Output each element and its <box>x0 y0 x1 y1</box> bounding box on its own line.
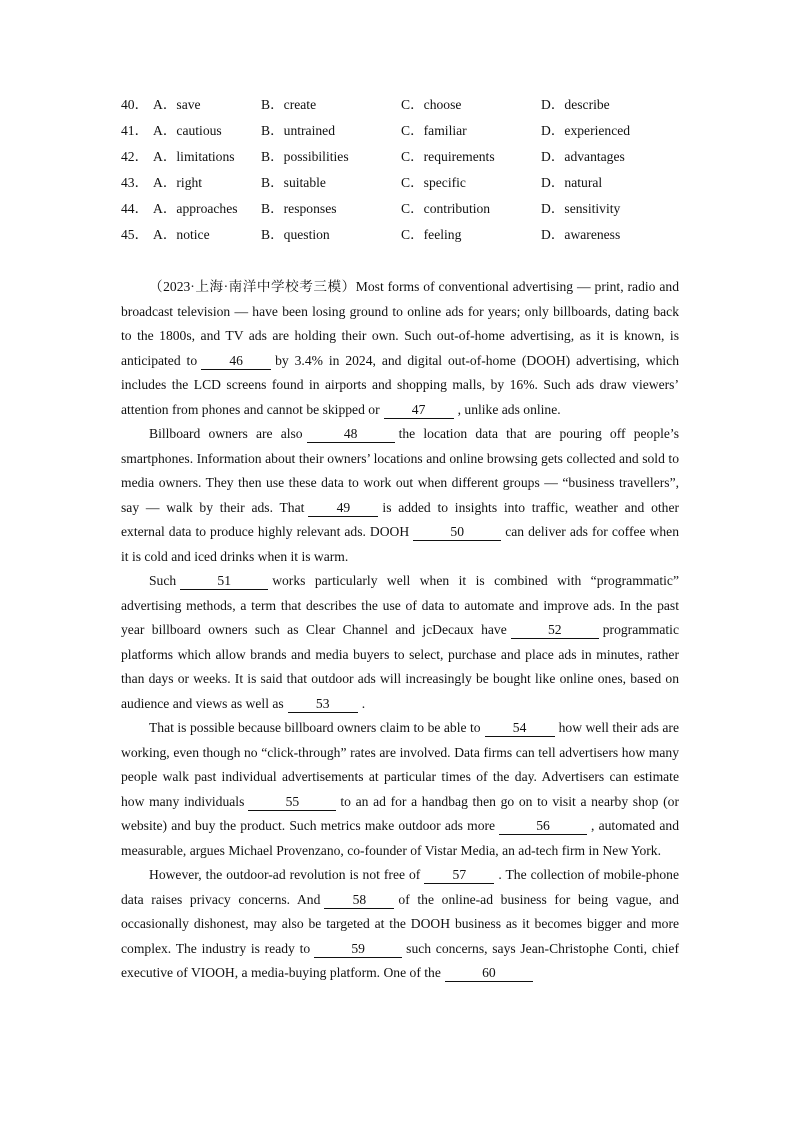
blank-57: 57 <box>424 867 494 884</box>
question-number: 40． <box>121 97 149 112</box>
option-row-44 <box>121 199 701 225</box>
blank-56: 56 <box>499 818 587 835</box>
option-d: D．sensitivity <box>541 201 621 216</box>
passage-text: Most forms of conventional advertising — print, radio and broadcast television — have been losing ground to online ads for years; only billboards, dating back to the 1800s, and TV ads are holding their own. Such out-of-home advertising, as it is known, is anticipated to <box>121 279 680 368</box>
option-a: A．notice <box>153 227 210 242</box>
passage-text: to an ad for a handbag then go on to visit a nearby shop (or website) and buy the product. Such metrics make outdoor ads more <box>121 793 679 833</box>
paragraph-1 <box>121 275 679 422</box>
passage-text: such concerns, says Jean-Christophe Conti, chief executive of VIOOH, a media-buying platform. One of the <box>121 940 679 980</box>
passage-text: , automated and measurable, argues Michael Provenzano, co-founder of Vistar Media, an ad-tech firm in New York. <box>121 818 679 858</box>
option-c: C．familiar <box>401 123 467 138</box>
blank-59: 59 <box>314 941 402 958</box>
question-number: 42． <box>121 149 149 164</box>
option-c: C．choose <box>401 97 462 112</box>
option-a: A．limitations <box>153 149 235 164</box>
option-b: B．untrained <box>261 123 335 138</box>
option-b: B．responses <box>261 201 337 216</box>
paragraph-3 <box>121 569 679 716</box>
option-b: B．possibilities <box>261 149 349 164</box>
passage-text: Such <box>149 573 177 588</box>
option-a: A．right <box>153 175 203 190</box>
option-d: D．experienced <box>541 123 631 138</box>
blank-52: 52 <box>511 622 599 639</box>
blank-50: 50 <box>413 524 501 541</box>
passage-text: by 3.4% in 2024, and digital out-of-home (DOOH) advertising, which includes the LCD screens found in airports and shopping malls, by 16%. Such ads draw viewers’ attention from phones and cannot be skipped or <box>121 352 680 417</box>
blank-49: 49 <box>308 500 378 517</box>
passage-text: . The collection of mobile-phone data raises privacy concerns. And <box>121 867 679 907</box>
passage-text: can deliver ads for coffee when it is cold and iced drinks when it is warm. <box>121 524 679 564</box>
passage-text: the location data that are pouring off people’s smartphones. Information about their owners’ locations and online browsing gets collected and sold to media owners. They then use these data to work out when different groups — “business travellers”, say — walk by their ads. That <box>121 426 679 515</box>
passage-text: works particularly well when it is combined with “programmatic” advertising methods, a term that describes the use of data to automate and improve ads. In the past year billboard owners such as Clear Channel and jcDecaux have <box>121 573 679 637</box>
option-row-40 <box>121 95 701 121</box>
option-a: A．save <box>153 97 201 112</box>
option-row-41 <box>121 121 701 147</box>
blank-55: 55 <box>248 794 336 811</box>
option-b: B．question <box>261 227 330 242</box>
blank-46: 46 <box>201 353 271 370</box>
blank-53: 53 <box>288 696 358 713</box>
option-c: C．requirements <box>401 149 495 164</box>
paragraph-2 <box>121 422 679 569</box>
passage-text: . <box>361 695 366 711</box>
option-d: D．natural <box>541 175 603 190</box>
question-number: 41． <box>121 123 149 138</box>
passage-text: That is possible because billboard owners claim to be able to <box>149 720 481 735</box>
source-citation: （2023·上海·南洋中学校考三模） <box>149 279 356 294</box>
passage-text: , unlike ads online. <box>457 401 561 417</box>
question-number: 44． <box>121 201 149 216</box>
passage-text: is added to insights into traffic, weather and other external data to produce highly relevant ads. DOOH <box>121 499 680 539</box>
option-c: C．specific <box>401 175 466 190</box>
option-a: A．cautious <box>153 123 222 138</box>
option-d: D．advantages <box>541 149 625 164</box>
option-row-43 <box>121 173 701 199</box>
passage-text: of the online-ad business for being vague, and occasionally dishonest, may also be targeted at the DOOH business as it becomes bigger and more complex. The industry is ready to <box>121 891 679 956</box>
question-number: 43． <box>121 175 149 190</box>
blank-47: 47 <box>384 402 454 419</box>
option-c: C．feeling <box>401 227 462 242</box>
option-b: B．suitable <box>261 175 326 190</box>
option-row-42 <box>121 147 701 173</box>
paragraph-5 <box>121 863 679 986</box>
blank-48: 48 <box>307 426 395 443</box>
option-d: D．awareness <box>541 227 621 242</box>
option-c: C．contribution <box>401 201 491 216</box>
passage-text: Billboard owners are also <box>149 426 303 441</box>
paragraph-4 <box>121 716 679 863</box>
answer-options <box>121 95 701 251</box>
cloze-passage <box>121 275 679 986</box>
passage-text: programmatic platforms which allow brands and media buyers to select, purchase and place ads in minutes, rather than days or weeks. It is said that outdoor ads will increasingly be bought like online ones, based on audience and views as well as <box>121 622 679 711</box>
blank-60: 60 <box>445 965 533 982</box>
blank-54: 54 <box>485 720 555 737</box>
blank-51: 51 <box>180 573 268 590</box>
option-d: D．describe <box>541 97 610 112</box>
passage-text: how well their ads are working, even though no “click-through” rates are involved. Data firms can tell advertisers how many people walk past individual advertisements at particular times of the day. Advertisers can estimate how many individuals <box>121 720 679 809</box>
passage-text: However, the outdoor-ad revolution is not free of <box>149 867 421 882</box>
question-number: 45． <box>121 227 149 242</box>
blank-58: 58 <box>324 892 394 909</box>
option-b: B．create <box>261 97 317 112</box>
option-row-45 <box>121 225 701 251</box>
option-a: A．approaches <box>153 201 238 216</box>
